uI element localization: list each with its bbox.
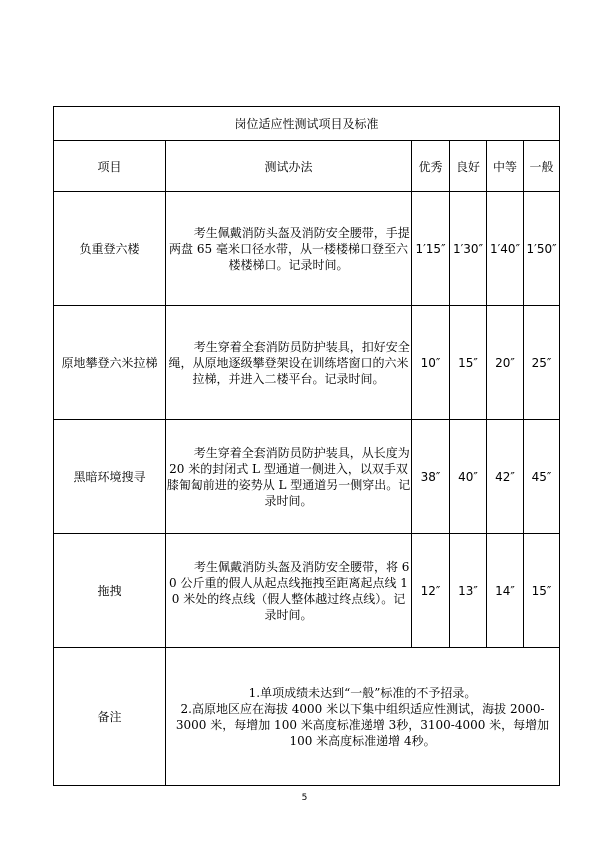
score-general: 25″ [524, 306, 560, 420]
row-method [166, 306, 412, 420]
method-text: 考生佩戴消防头盔及消防安全腰带，手提两盘 65 毫米口径水带，从一楼楼梯口登至六楼楼梯口。记录时间。 [169, 225, 410, 272]
note-content [166, 648, 560, 786]
note-row [54, 648, 560, 786]
method-text: 考生穿着全套消防员防护装具，扣好安全绳，从原地逐级攀登架设在训练塔窗口的六米拉梯，并进入二楼平台。记录时间。 [168, 339, 410, 386]
standards-table [53, 106, 560, 786]
note-label: 备注 [54, 648, 166, 786]
score-excellent: 10″ [412, 306, 450, 420]
header-item: 项目 [54, 141, 166, 192]
table-row [54, 192, 560, 306]
score-excellent: 38″ [412, 420, 450, 534]
score-medium: 42″ [487, 420, 524, 534]
header-medium: 中等 [487, 141, 524, 192]
header-general: 一般 [524, 141, 560, 192]
table-row [54, 306, 560, 420]
score-general: 1′50″ [524, 192, 560, 306]
method-text: 考生穿着全套消防员防护装具，从长度为 20 米的封闭式 L 型通道一侧进入，以双手双膝匍匐前进的姿势从 L 型通道另一侧穿出。记录时间。 [166, 445, 411, 508]
row-method [166, 534, 412, 648]
row-item: 拖拽 [54, 534, 166, 648]
note-line: 1.单项成绩未达到“一般”标准的不予招录。 [248, 685, 477, 700]
score-general: 45″ [524, 420, 560, 534]
table-row [54, 534, 560, 648]
score-good: 15″ [450, 306, 487, 420]
score-medium: 20″ [487, 306, 524, 420]
page-number: 5 [301, 793, 308, 803]
table-row [54, 420, 560, 534]
header-method: 测试办法 [166, 141, 412, 192]
score-general: 15″ [524, 534, 560, 648]
row-item: 黑暗环境搜寻 [54, 420, 166, 534]
header-excellent: 优秀 [412, 141, 450, 192]
row-method [166, 420, 412, 534]
score-good: 13″ [450, 534, 487, 648]
score-good: 1′30″ [450, 192, 487, 306]
row-item: 原地攀登六米拉梯 [54, 306, 166, 420]
header-row [54, 141, 560, 192]
score-good: 40″ [450, 420, 487, 534]
method-text: 考生佩戴消防头盔及消防安全腰带，将 60 公斤重的假人从起点线拖拽至距离起点线 10 米处的终点线（假人整体越过终点线）。记录时间。 [169, 559, 410, 622]
header-good: 良好 [450, 141, 487, 192]
title-row [54, 107, 560, 141]
row-method [166, 192, 412, 306]
note-line: 2.高原地区应在海拔 4000 米以下集中组织适应性测试，海拔 2000-3000 米，每增加 100 米高度标准递增 3秒，3100-4000 米，每增加 100 米高度标准递增 4秒。 [175, 701, 550, 748]
score-medium: 14″ [487, 534, 524, 648]
table-title: 岗位适应性测试项目及标准 [54, 107, 560, 141]
score-excellent: 12″ [412, 534, 450, 648]
row-item: 负重登六楼 [54, 192, 166, 306]
score-medium: 1′40″ [487, 192, 524, 306]
score-excellent: 1′15″ [412, 192, 450, 306]
